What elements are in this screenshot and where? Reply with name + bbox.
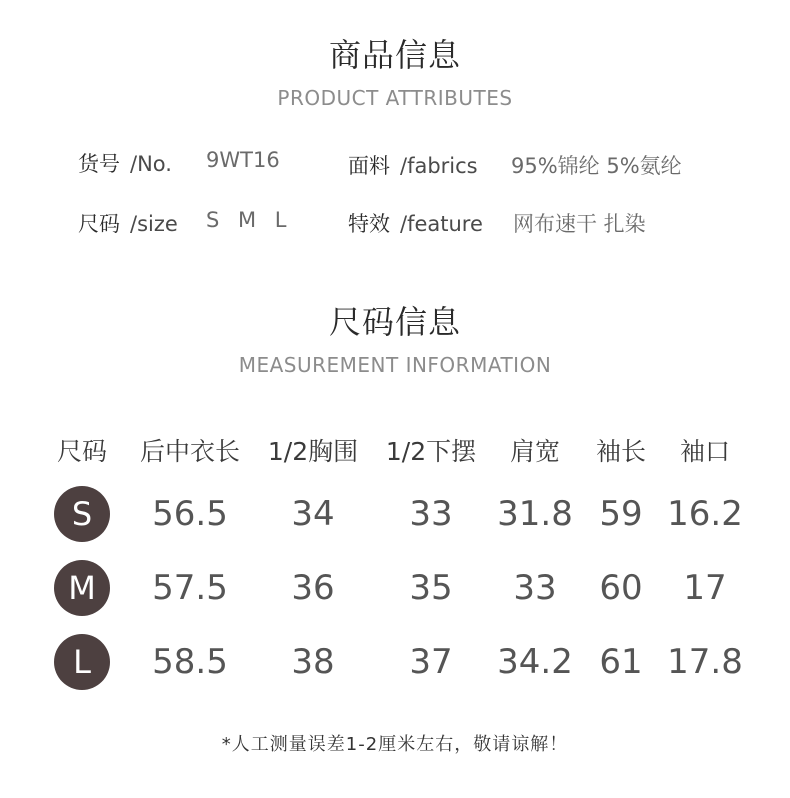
cell-shoulder: 34.2 [497,642,573,682]
product-info-title: 商品信息 [328,36,461,74]
attr-feature [348,208,646,238]
size-badge: M [54,560,110,616]
size-badge: S [54,486,110,542]
header-half-hem: 1/2下摆 [385,437,477,466]
cell-half-hem: 37 [409,642,453,682]
attr-label-cn: 面料 [348,154,390,178]
cell-back-length: 56.5 [152,494,228,534]
attr-size [78,208,293,238]
cell-cuff: 17 [683,568,727,608]
product-info-subtitle: PRODUCT ATTRIBUTES [277,86,513,110]
header-shoulder: 肩宽 [509,437,561,466]
table-row [0,634,790,698]
cell-cuff: 16.2 [667,494,743,534]
cell-sleeve-length: 61 [599,642,643,682]
attr-label-cn: 货号 [78,152,120,176]
cell-half-hem: 35 [409,568,453,608]
attr-fabrics [348,150,682,180]
cell-sleeve-length: 60 [599,568,643,608]
table-row [0,486,790,550]
cell-half-hem: 33 [409,494,453,534]
attr-label-en: /size [130,212,178,236]
cell-half-chest: 34 [291,494,335,534]
header-back-length: 后中衣长 [139,437,241,466]
cell-shoulder: 33 [513,568,557,608]
measurement-title: 尺码信息 [328,303,461,341]
cell-back-length: 58.5 [152,642,228,682]
attr-value: 95%锦纶 5%氨纶 [511,154,682,178]
attr-value: S M L [206,208,293,232]
attr-label-en: /fabrics [400,154,478,178]
attr-label-cn: 尺码 [78,212,120,236]
header-half-chest: 1/2胸围 [267,437,359,466]
cell-shoulder: 31.8 [497,494,573,534]
attr-item-number [78,148,280,178]
attr-label-en: /feature [400,212,483,236]
attr-label-en: /No. [130,152,172,176]
attr-value: 网布速干 扎染 [513,212,646,236]
header-cuff: 袖口 [679,437,731,466]
measurement-subtitle: MEASUREMENT INFORMATION [238,353,552,377]
size-badge: L [54,634,110,690]
cell-cuff: 17.8 [667,642,743,682]
measurement-disclaimer: *人工测量误差1-2厘米左右，敬请谅解！ [221,734,569,755]
attr-value: 9WT16 [206,148,280,172]
cell-half-chest: 38 [291,642,335,682]
cell-back-length: 57.5 [152,568,228,608]
cell-half-chest: 36 [291,568,335,608]
header-size: 尺码 [56,437,108,466]
header-sleeve-length: 袖长 [595,437,647,466]
attr-label-cn: 特效 [348,212,390,236]
table-row [0,560,790,624]
cell-sleeve-length: 59 [599,494,643,534]
